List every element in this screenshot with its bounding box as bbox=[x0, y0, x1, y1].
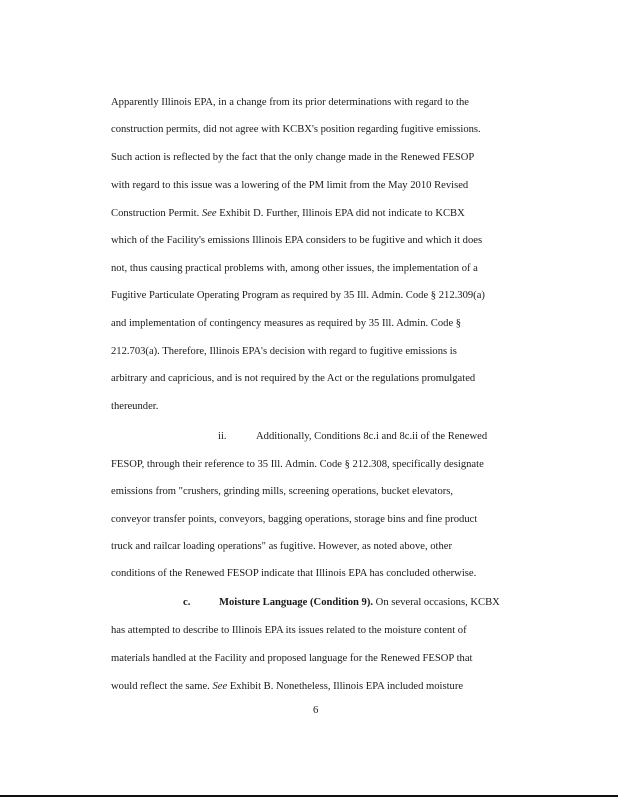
text-line: not, thus causing practical problems with, among other issues, the implementation of a bbox=[111, 263, 478, 274]
text-line: FESOP, through their reference to 35 Ill. Admin. Code § 212.308, specifically designate bbox=[111, 459, 484, 470]
text-line: Such action is reflected by the fact that the only change made in the Renewed FESOP bbox=[111, 152, 475, 163]
text-line: has attempted to describe to Illinois EPA its issues related to the moisture content of bbox=[111, 625, 467, 636]
section-heading: Moisture Language (Condition 9). bbox=[219, 597, 374, 608]
text-line: emissions from "crushers, grinding mills, screening operations, bucket elevators, bbox=[111, 486, 454, 497]
text-line bbox=[219, 596, 500, 610]
citation-signal: See bbox=[212, 681, 228, 692]
text-line: 212.703(a). Therefore, Illinois EPA's decision with regard to fugitive emissions is bbox=[111, 346, 457, 357]
text-line: construction permits, did not agree with KCBX's position regarding fugitive emissions. bbox=[111, 124, 481, 135]
text-line bbox=[111, 207, 465, 221]
text-segment: Construction Permit. bbox=[111, 208, 202, 219]
page-number: 6 bbox=[313, 705, 319, 716]
text-line: arbitrary and capricious, and is not required by the Act or the regulations promulgated bbox=[111, 373, 476, 384]
bottom-rule bbox=[0, 795, 618, 797]
text-line: truck and railcar loading operations" as fugitive. However, as noted above, other bbox=[111, 541, 453, 552]
text-line: Additionally, Conditions 8c.i and 8c.ii of the Renewed bbox=[256, 431, 488, 442]
section-marker: c. bbox=[183, 597, 191, 608]
text-line: conditions of the Renewed FESOP indicate that Illinois EPA has concluded otherwise. bbox=[111, 568, 477, 579]
text-segment: Exhibit D. Further, Illinois EPA did not indicate to KCBX bbox=[216, 208, 465, 219]
text-line: with regard to this issue was a lowering of the PM limit from the May 2010 Revised bbox=[111, 180, 469, 191]
text-segment: would reflect the same. bbox=[111, 681, 213, 692]
text-line: thereunder. bbox=[111, 401, 159, 412]
list-item-marker: ii. bbox=[218, 431, 227, 442]
text-line bbox=[111, 680, 463, 694]
text-segment: Exhibit B. Nonetheless, Illinois EPA included moisture bbox=[227, 681, 464, 692]
text-line: Fugitive Particulate Operating Program as required by 35 Ill. Admin. Code § 212.309(a) bbox=[111, 290, 485, 301]
text-line: and implementation of contingency measures as required by 35 Ill. Admin. Code § bbox=[111, 318, 462, 329]
text-segment: On several occasions, KCBX bbox=[373, 597, 500, 608]
citation-signal: See bbox=[201, 208, 217, 219]
text-line: conveyor transfer points, conveyors, bagging operations, storage bins and fine product bbox=[111, 514, 478, 525]
text-line: which of the Facility's emissions Illinois EPA considers to be fugitive and which it does bbox=[111, 235, 483, 246]
text-line: Apparently Illinois EPA, in a change from its prior determinations with regard to the bbox=[111, 97, 469, 108]
text-line: materials handled at the Facility and proposed language for the Renewed FESOP that bbox=[111, 653, 473, 664]
